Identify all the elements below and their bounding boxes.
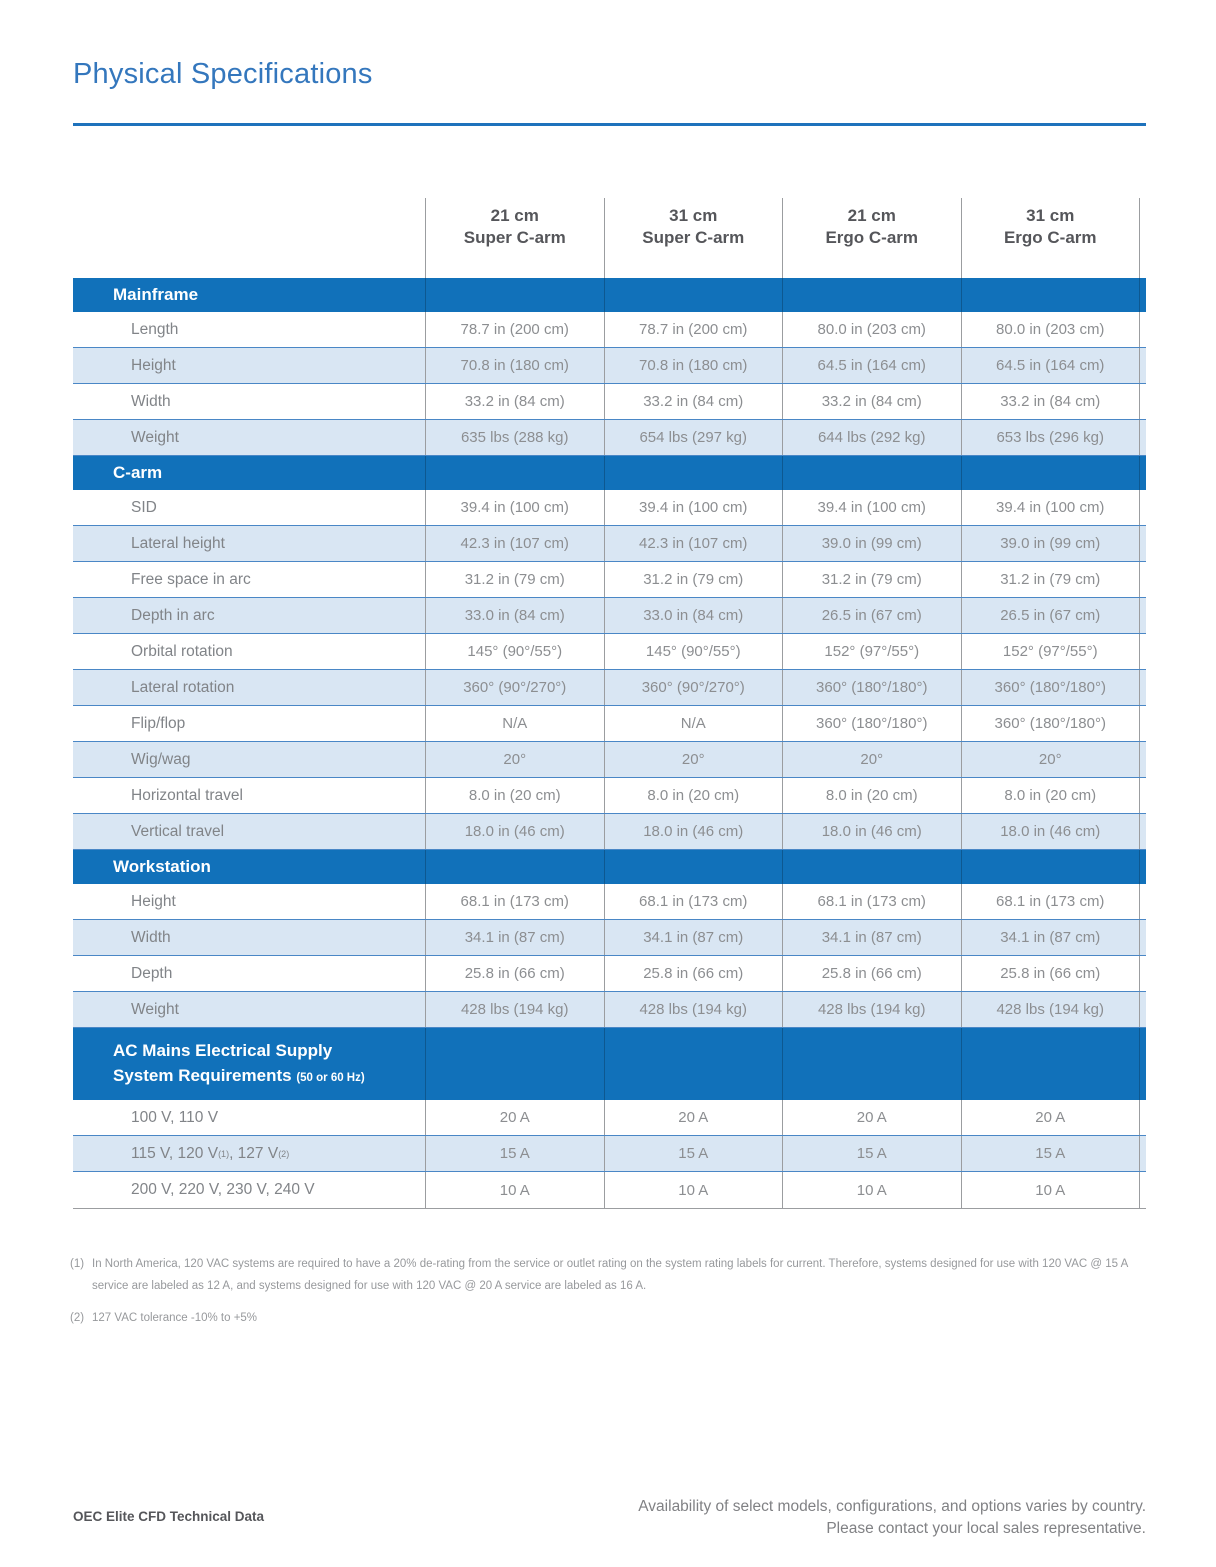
spec-value: 70.8 in (180 cm) [604, 348, 783, 383]
spec-row [73, 956, 1146, 992]
row-spacer [1139, 884, 1146, 919]
row-label-text: Wig/wag [131, 750, 191, 768]
spec-value: 145° (90°/55°) [425, 634, 604, 669]
row-label [73, 814, 425, 849]
spec-value: 68.1 in (173 cm) [961, 884, 1140, 919]
spec-value: 31.2 in (79 cm) [604, 562, 783, 597]
row-label-text: Weight [131, 428, 179, 446]
spec-row [73, 1100, 1146, 1136]
spec-value: 25.8 in (66 cm) [782, 956, 961, 991]
row-spacer [1139, 920, 1146, 955]
column-header-line1: 31 cm [1026, 206, 1075, 225]
section-title [73, 456, 425, 490]
section-title [73, 850, 425, 884]
row-spacer [1139, 348, 1146, 383]
spec-value: 635 lbs (288 kg) [425, 420, 604, 455]
spec-value: 39.0 in (99 cm) [961, 526, 1140, 561]
spec-value: 15 A [782, 1136, 961, 1171]
spec-value: 145° (90°/55°) [604, 634, 783, 669]
section-bar-cell [782, 850, 961, 884]
spec-value: 20° [782, 742, 961, 777]
spec-value: 360° (90°/270°) [604, 670, 783, 705]
spec-value: 360° (180°/180°) [782, 670, 961, 705]
page-title: Physical Specifications [73, 58, 373, 90]
row-label-text: Depth [131, 964, 173, 982]
spec-value: 8.0 in (20 cm) [604, 778, 783, 813]
row-spacer [1139, 670, 1146, 705]
row-label-text: 115 V, 120 V [131, 1144, 219, 1162]
column-header-empty-cell [73, 198, 425, 278]
spec-value: 360° (180°/180°) [782, 706, 961, 741]
section-header-c-arm [73, 456, 1146, 490]
section-bar-spacer [1139, 1028, 1146, 1100]
spec-value: 64.5 in (164 cm) [782, 348, 961, 383]
section-title-text: Workstation [113, 857, 211, 876]
spec-value: 64.5 in (164 cm) [961, 348, 1140, 383]
spec-value: 33.0 in (84 cm) [425, 598, 604, 633]
footer-availability-line2: Please contact your local sales representative. [826, 1520, 1146, 1538]
title-rule [73, 123, 1146, 126]
section-bar-cell [782, 456, 961, 490]
row-label-text: Length [131, 320, 179, 338]
spec-row [73, 1136, 1146, 1172]
row-spacer [1139, 312, 1146, 347]
row-label-text: , 127 V [229, 1144, 279, 1162]
row-label [73, 384, 425, 419]
section-bar-spacer [1139, 278, 1146, 312]
spec-value: 25.8 in (66 cm) [425, 956, 604, 991]
row-label [73, 1100, 425, 1135]
section-bar-cell [604, 278, 783, 312]
table-section-mainframe [73, 278, 1146, 456]
spec-value: 15 A [425, 1136, 604, 1171]
spec-value: 20° [425, 742, 604, 777]
row-label-text: Orbital rotation [131, 642, 233, 660]
footnote-2 [70, 1307, 1146, 1329]
section-header-ac-mains-electrical-supply [73, 1028, 1146, 1100]
table-section-ac-mains-electrical-supply [73, 1028, 1146, 1208]
row-label-text: SID [131, 498, 157, 516]
column-header-21cm-ergo [782, 198, 961, 278]
spec-value: 15 A [961, 1136, 1140, 1171]
column-header-spacer [1139, 198, 1146, 278]
spec-row [73, 490, 1146, 526]
row-label-text: Horizontal travel [131, 786, 243, 804]
row-label-text: Width [131, 392, 171, 410]
row-label [73, 884, 425, 919]
spec-value: 33.2 in (84 cm) [604, 384, 783, 419]
spec-value: 70.8 in (180 cm) [425, 348, 604, 383]
row-spacer [1139, 384, 1146, 419]
row-spacer [1139, 562, 1146, 597]
spec-value: 26.5 in (67 cm) [961, 598, 1140, 633]
footnote-marker: (1) [70, 1258, 85, 1270]
spec-value: 33.2 in (84 cm) [782, 384, 961, 419]
footer-availability-note [638, 1496, 1146, 1541]
spec-value: 10 A [782, 1172, 961, 1208]
section-bar-cell [425, 278, 604, 312]
row-label-text: Height [131, 356, 176, 374]
spec-value: 39.4 in (100 cm) [961, 490, 1140, 525]
section-title-line [113, 1064, 365, 1089]
column-header-line2: Super C-arm [463, 228, 566, 248]
column-header-line1: 21 cm [490, 206, 539, 225]
column-header-line2: Super C-arm [642, 228, 745, 248]
row-spacer [1139, 634, 1146, 669]
row-spacer [1139, 956, 1146, 991]
section-title-line [113, 1039, 332, 1064]
spec-value: 15 A [604, 1136, 783, 1171]
spec-value: 428 lbs (194 kg) [425, 992, 604, 1027]
row-spacer [1139, 490, 1146, 525]
row-label-text: Free space in arc [131, 570, 251, 588]
spec-value: 39.4 in (100 cm) [782, 490, 961, 525]
spec-value: 26.5 in (67 cm) [782, 598, 961, 633]
column-header-row [73, 198, 1146, 278]
spec-value: N/A [425, 706, 604, 741]
footnote-text: 127 VAC tolerance -10% to +5% [92, 1311, 258, 1324]
section-title-text: AC Mains Electrical Supply [113, 1041, 333, 1061]
section-bar-cell [425, 456, 604, 490]
section-title-small: (50 or 60 Hz) [296, 1072, 365, 1084]
spec-value: 20 A [425, 1100, 604, 1135]
row-label [73, 490, 425, 525]
spec-value: 34.1 in (87 cm) [604, 920, 783, 955]
spec-value: 10 A [425, 1172, 604, 1208]
spec-value: 42.3 in (107 cm) [425, 526, 604, 561]
row-spacer [1139, 420, 1146, 455]
spec-value: 20 A [604, 1100, 783, 1135]
spec-value: 10 A [961, 1172, 1140, 1208]
spec-value: 39.0 in (99 cm) [782, 526, 961, 561]
footer-document-title: OEC Elite CFD Technical Data [73, 1509, 265, 1524]
row-label: 115 V, 120 V (1) , 127 V (2) [131, 1144, 290, 1162]
section-bar-cell [961, 1028, 1140, 1100]
spec-value: 33.2 in (84 cm) [961, 384, 1140, 419]
spec-value: 39.4 in (100 cm) [425, 490, 604, 525]
spec-value: 42.3 in (107 cm) [604, 526, 783, 561]
section-bar-cell [425, 1028, 604, 1100]
column-header-21cm-super [425, 198, 604, 278]
row-label [73, 920, 425, 955]
section-bar-spacer [1139, 456, 1146, 490]
row-spacer [1139, 1136, 1146, 1171]
row-spacer [1139, 1100, 1146, 1135]
column-header-31cm-super [604, 198, 783, 278]
spec-value: 68.1 in (173 cm) [425, 884, 604, 919]
row-label-text: Height [131, 892, 176, 910]
row-spacer [1139, 992, 1146, 1027]
column-header-line2: Ergo C-arm [825, 228, 919, 248]
column-header-line2: Ergo C-arm [1003, 228, 1097, 248]
column-header-line1: 21 cm [847, 206, 896, 225]
table-sections [73, 278, 1146, 1208]
row-spacer [1139, 598, 1146, 633]
spec-value: 80.0 in (203 cm) [782, 312, 961, 347]
spec-value: 428 lbs (194 kg) [961, 992, 1140, 1027]
spec-row [73, 670, 1146, 706]
spec-value: 31.2 in (79 cm) [961, 562, 1140, 597]
section-title [73, 278, 425, 312]
row-label [73, 526, 425, 561]
spec-row [73, 526, 1146, 562]
spec-row [73, 1172, 1146, 1208]
spec-value: 8.0 in (20 cm) [961, 778, 1140, 813]
spec-value: 18.0 in (46 cm) [782, 814, 961, 849]
spec-row [73, 348, 1146, 384]
spec-value: 78.7 in (200 cm) [425, 312, 604, 347]
spec-value: 80.0 in (203 cm) [961, 312, 1140, 347]
spec-row [73, 420, 1146, 456]
footer-availability-line1: Availability of select models, configurations, and options varies by country. [638, 1498, 1146, 1515]
row-label [73, 1172, 425, 1208]
footnote-1 [70, 1253, 1146, 1298]
spec-value: N/A [604, 706, 783, 741]
spec-value: 428 lbs (194 kg) [604, 992, 783, 1027]
spec-value: 428 lbs (194 kg) [782, 992, 961, 1027]
spec-value: 33.2 in (84 cm) [425, 384, 604, 419]
spec-value: 20° [961, 742, 1140, 777]
spec-value: 34.1 in (87 cm) [782, 920, 961, 955]
spec-row [73, 598, 1146, 634]
section-bar-cell [782, 1028, 961, 1100]
section-bar-spacer [1139, 850, 1146, 884]
spec-value: 25.8 in (66 cm) [961, 956, 1140, 991]
column-header-line1: 31 cm [669, 206, 718, 225]
spec-value: 34.1 in (87 cm) [425, 920, 604, 955]
spec-value: 31.2 in (79 cm) [425, 562, 604, 597]
spec-row [73, 706, 1146, 742]
row-spacer [1139, 814, 1146, 849]
spec-value: 18.0 in (46 cm) [961, 814, 1140, 849]
spec-value: 68.1 in (173 cm) [782, 884, 961, 919]
spec-table [73, 198, 1146, 1209]
spec-value: 653 lbs (296 kg) [961, 420, 1140, 455]
section-header-workstation [73, 850, 1146, 884]
spec-value: 78.7 in (200 cm) [604, 312, 783, 347]
section-bar-cell [604, 456, 783, 490]
spec-value: 39.4 in (100 cm) [604, 490, 783, 525]
spec-value: 8.0 in (20 cm) [782, 778, 961, 813]
row-spacer [1139, 1172, 1146, 1208]
spec-row [73, 920, 1146, 956]
row-label-text: Vertical travel [131, 822, 225, 840]
footnotes [70, 1253, 1146, 1338]
spec-value: 18.0 in (46 cm) [604, 814, 783, 849]
footnote-text: In North America, 120 VAC systems are required to have a 20% de-rating from the service or outlet rating on the system rating labels for current. Therefore, systems designed for use with 120 VAC @ 15 A service are labeled as 12 A, and systems designed for use with 120 VAC @ 20 A service are labeled as 16 A. [92, 1258, 1128, 1293]
spec-row [73, 884, 1146, 920]
spec-value: 20 A [961, 1100, 1140, 1135]
spec-value: 644 lbs (292 kg) [782, 420, 961, 455]
row-label-text: Depth in arc [131, 606, 215, 624]
spec-row [73, 312, 1146, 348]
row-label [73, 312, 425, 347]
spec-value: 10 A [604, 1172, 783, 1208]
row-label-text: Weight [131, 1000, 179, 1018]
row-label [73, 634, 425, 669]
spec-value: 31.2 in (79 cm) [782, 562, 961, 597]
spec-value: 8.0 in (20 cm) [425, 778, 604, 813]
spec-row [73, 992, 1146, 1028]
row-label [73, 348, 425, 383]
row-label [73, 778, 425, 813]
column-header-31cm-ergo [961, 198, 1140, 278]
row-label-text: Lateral height [131, 534, 225, 552]
row-spacer [1139, 526, 1146, 561]
row-label-text: Lateral rotation [131, 678, 235, 696]
spec-row [73, 778, 1146, 814]
section-title-text: System Requirements [113, 1066, 292, 1085]
spec-value: 360° (90°/270°) [425, 670, 604, 705]
row-spacer [1139, 706, 1146, 741]
section-title-text: Mainframe [113, 285, 199, 304]
spec-value: 152° (97°/55°) [782, 634, 961, 669]
section-bar-cell [961, 278, 1140, 312]
row-label-text: 200 V, 220 V, 230 V, 240 V [131, 1181, 315, 1198]
row-label [73, 420, 425, 455]
section-bar-cell [425, 850, 604, 884]
row-spacer [1139, 742, 1146, 777]
row-label-text: Flip/flop [131, 714, 186, 732]
spec-value: 34.1 in (87 cm) [961, 920, 1140, 955]
section-bar-cell [782, 278, 961, 312]
spec-value: 18.0 in (46 cm) [425, 814, 604, 849]
spec-row [73, 814, 1146, 850]
row-spacer [1139, 778, 1146, 813]
spec-row [73, 384, 1146, 420]
row-label [73, 742, 425, 777]
section-title-text: C-arm [113, 463, 163, 482]
spec-value: 25.8 in (66 cm) [604, 956, 783, 991]
spec-value: 360° (180°/180°) [961, 706, 1140, 741]
row-label [73, 670, 425, 705]
spec-row [73, 562, 1146, 598]
spec-value: 68.1 in (173 cm) [604, 884, 783, 919]
section-header-mainframe [73, 278, 1146, 312]
row-label [73, 598, 425, 633]
spec-value: 20° [604, 742, 783, 777]
row-label-text: 100 V, 110 V [131, 1108, 219, 1126]
section-title [73, 1028, 425, 1100]
footnote-marker: (2) [70, 1311, 85, 1324]
spec-value: 20 A [782, 1100, 961, 1135]
section-bar-cell [604, 1028, 783, 1100]
spec-row [73, 742, 1146, 778]
row-label-text: Width [131, 928, 171, 946]
spec-value: 33.0 in (84 cm) [604, 598, 783, 633]
section-bar-cell [961, 456, 1140, 490]
spec-value: 360° (180°/180°) [961, 670, 1140, 705]
spec-value: 654 lbs (297 kg) [604, 420, 783, 455]
table-section-c-arm [73, 456, 1146, 850]
row-label [73, 992, 425, 1027]
row-label [73, 562, 425, 597]
spec-value: 152° (97°/55°) [961, 634, 1140, 669]
row-label [73, 956, 425, 991]
table-section-workstation [73, 850, 1146, 1028]
section-bar-cell [604, 850, 783, 884]
section-bar-cell [961, 850, 1140, 884]
row-label [73, 706, 425, 741]
spec-row [73, 634, 1146, 670]
